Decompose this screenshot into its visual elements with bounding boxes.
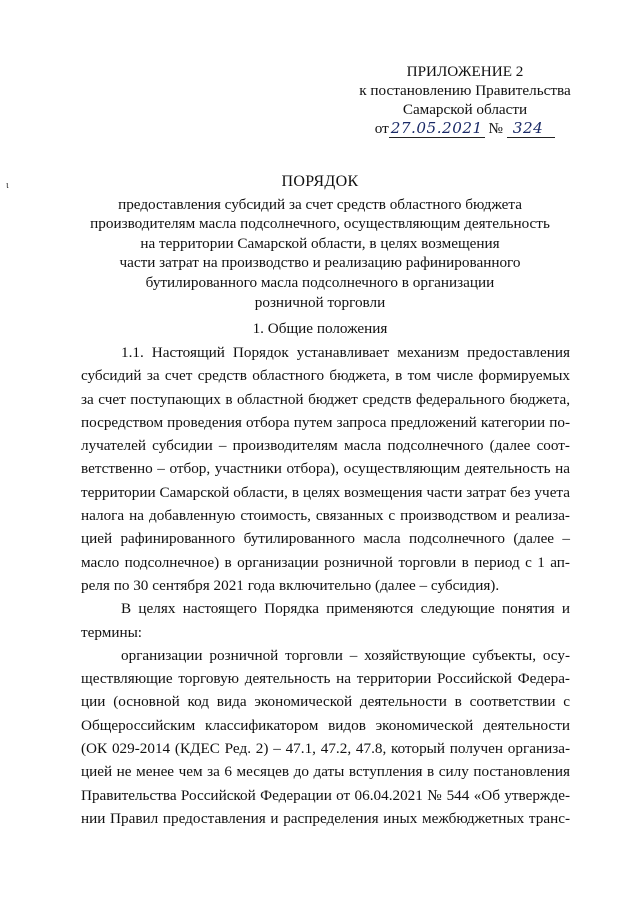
body-line: налога на добавленную стоимость, связанных с производством и реализа- (81, 507, 570, 525)
body-line: цией рафинированного бутилированного масла подсолнечного (далее – (81, 530, 570, 548)
title-line: части затрат на производство и реализацию рафинированного (119, 254, 521, 272)
appendix-resolution-ref: к постановлению Правительства (359, 82, 571, 99)
body-line: масло подсолнечное) в организации розничной торговли в период с 1 ап- (81, 553, 570, 571)
body-line: реля по 30 сентября 2021 года включительно (далее – субсидия). (81, 576, 500, 594)
number-prefix: № (488, 120, 503, 137)
title-line: на территории Самарской области, в целях возмещения (140, 234, 500, 252)
body-line: организации розничной торговли – хозяйствующие субъекты, осу- (121, 646, 570, 664)
body-line: посредством проведения отбора путем запроса предложений категории по- (81, 413, 570, 431)
appendix-region: Самарской области (402, 101, 528, 118)
body-line: нии Правил предоставления и распределения иных межбюджетных транс- (81, 809, 570, 827)
body-line: лучателей субсидии – производителям масла подсолнечного (далее соот- (81, 437, 570, 455)
body-line: субсидий за счет средств областного бюджета, в том числе формируемых (81, 367, 570, 385)
body-line: территории Самарской области, в целях возмещения части затрат без учета (81, 483, 570, 501)
document-heading: ПОРЯДОК (281, 173, 359, 190)
appendix-title: ПРИЛОЖЕНИЕ 2 (406, 63, 524, 80)
section-title: 1. Общие положения (252, 320, 388, 337)
appendix-header (330, 62, 600, 138)
body-line: цией не менее чем за 6 месяцев до даты вступления в силу постановления (81, 763, 570, 781)
title-line: производителям масла подсолнечного, осуществляющим деятельность (90, 215, 550, 233)
title-line: розничной торговли (254, 293, 386, 311)
body-line: (ОК 029-2014 (КДЕС Ред. 2) – 47.1, 47.2, 47.8, который получен организа- (81, 740, 570, 758)
handwritten-number: 324 (507, 119, 556, 138)
body-line: за счет поступающих в областной бюджет средств федерального бюджета, (81, 390, 570, 408)
body-line: термины: (81, 623, 143, 641)
appendix-date-number-line (330, 119, 600, 138)
body-line: ществляющие торговую деятельность на территории Российской Федера- (81, 670, 570, 688)
body-line: ции (основной код вида экономической деятельности в соответствии с (81, 693, 570, 711)
body-line: ветственно – отбор, участники отбора), осуществляющим деятельность на (81, 460, 570, 478)
document-body (81, 341, 570, 830)
date-prefix: от (374, 120, 389, 137)
margin-mark: ɩ (6, 180, 9, 191)
title-line: предоставления субсидий за счет средств областного бюджета (118, 195, 522, 213)
body-line: 1.1. Настоящий Порядок устанавливает механизм предоставления (121, 344, 570, 361)
body-line: Общероссийским классификатором видов экономической деятельности (81, 716, 570, 734)
document-title-block (60, 172, 580, 312)
body-line: Правительства Российской Федерации от 06.04.2021 № 544 «Об утвержде- (81, 786, 570, 804)
title-line: бутилированного масла подсолнечного в организации (145, 273, 495, 291)
handwritten-date: 27.05.2021 (390, 119, 483, 137)
body-line: В целях настоящего Порядка применяются следующие понятия и (121, 600, 570, 618)
